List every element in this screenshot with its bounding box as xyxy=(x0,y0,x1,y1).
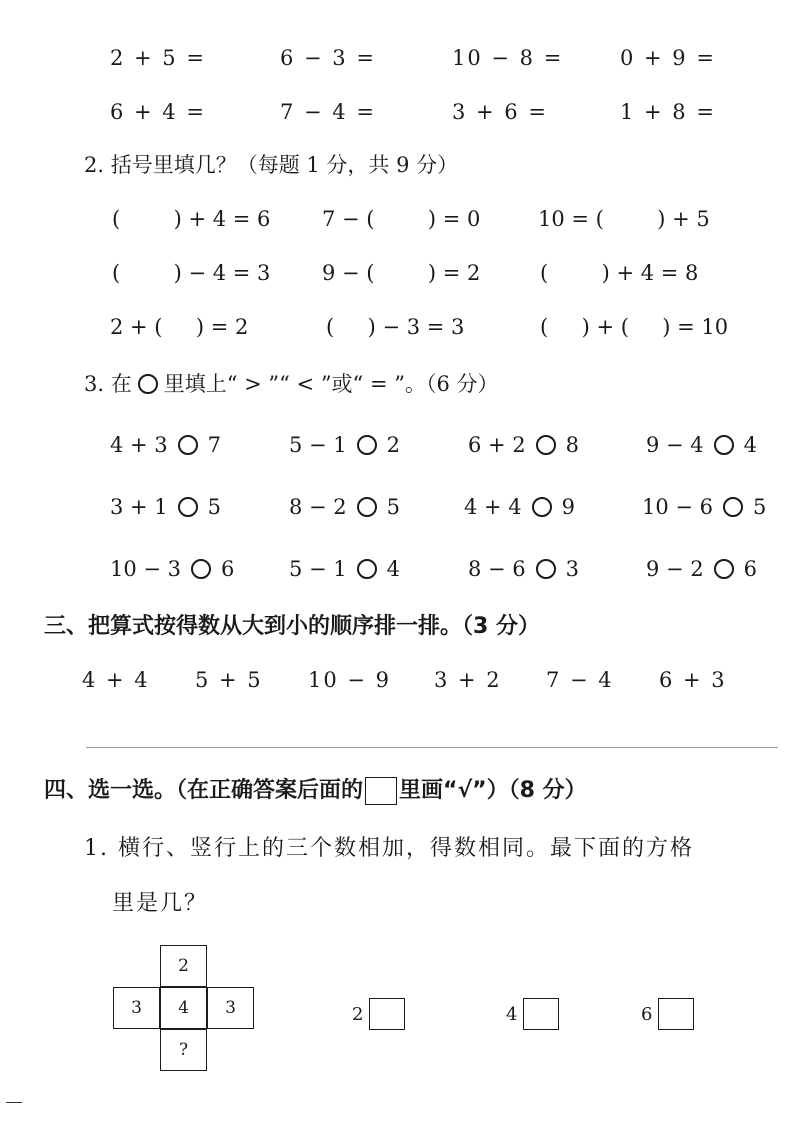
order-item: 10 − 9 xyxy=(308,668,392,692)
compare-value: 9 xyxy=(561,495,576,519)
compare-item xyxy=(289,432,400,458)
compare-value: 2 xyxy=(386,433,401,457)
order-item: 3 + 2 xyxy=(434,668,502,692)
compare-expression: 4 + 3 xyxy=(110,433,168,457)
option-answer-box[interactable] xyxy=(658,998,694,1030)
question-1-line1: 1. 横行、竖行上的三个数相加，得数相同。最下面的方格 xyxy=(84,836,694,861)
fill-blank-item: ( ) − 4 = 3 xyxy=(112,261,271,285)
question-2-title: 2. 括号里填几？（每题 1 分，共 9 分） xyxy=(84,153,459,177)
calc-item: 2 + 5 = xyxy=(110,46,206,70)
calc-item: 3 + 6 = xyxy=(452,100,548,124)
grid-cell-right: 3 xyxy=(207,987,254,1029)
compare-item xyxy=(464,494,575,520)
question-3-title-pre: 3. 在 xyxy=(84,372,132,396)
answer-circle[interactable] xyxy=(357,559,377,579)
grid-cell-left: 3 xyxy=(113,987,160,1029)
compare-expression: 3 + 1 xyxy=(110,495,168,519)
calc-item: 6 + 4 = xyxy=(110,100,206,124)
option-answer-box[interactable] xyxy=(523,998,559,1030)
order-item: 4 + 4 xyxy=(82,668,150,692)
compare-value: 6 xyxy=(221,557,235,581)
compare-item xyxy=(468,556,579,582)
section-4-title-pre: 四、选一选。（在正确答案后面的 xyxy=(44,778,364,803)
fill-blank-item: 2 + ( ) = 2 xyxy=(110,315,249,339)
answer-circle[interactable] xyxy=(178,435,198,455)
compare-expression: 4 + 4 xyxy=(464,495,522,519)
grid-cell-bottom: ? xyxy=(160,1029,207,1071)
calc-item: 7 − 4 = xyxy=(280,100,376,124)
compare-value: 4 xyxy=(743,433,758,457)
compare-value: 7 xyxy=(207,433,222,457)
option-label: 2 xyxy=(352,1003,364,1025)
compare-item xyxy=(110,556,234,582)
answer-circle[interactable] xyxy=(357,435,377,455)
compare-expression: 10 − 6 xyxy=(642,495,714,519)
section-3-title: 三、把算式按得数从大到小的顺序排一排。（3 分） xyxy=(44,614,540,639)
question-3-title xyxy=(84,371,499,397)
compare-value: 8 xyxy=(565,433,580,457)
compare-item xyxy=(289,556,400,582)
compare-expression: 5 − 1 xyxy=(289,433,347,457)
option-6 xyxy=(641,998,694,1030)
order-item: 5 + 5 xyxy=(195,668,263,692)
answer-circle[interactable] xyxy=(714,435,734,455)
compare-expression: 10 − 3 xyxy=(110,557,182,581)
compare-item xyxy=(468,432,579,458)
fill-blank-item: 9 − ( ) = 2 xyxy=(322,261,481,285)
answer-circle[interactable] xyxy=(178,497,198,517)
compare-expression: 8 − 2 xyxy=(289,495,347,519)
grid-cell-center: 4 xyxy=(160,987,207,1029)
option-4 xyxy=(506,998,559,1030)
compare-expression: 9 − 4 xyxy=(646,433,704,457)
answer-circle[interactable] xyxy=(714,559,734,579)
option-label: 6 xyxy=(641,1003,653,1025)
section-4-title-post: 里画“√”）（8 分） xyxy=(399,778,587,803)
compare-expression: 6 + 2 xyxy=(468,433,526,457)
fill-blank-item: 10 = ( ) + 5 xyxy=(538,207,710,231)
answer-circle[interactable] xyxy=(532,497,552,517)
compare-value: 3 xyxy=(565,557,580,581)
compare-item xyxy=(110,494,221,520)
order-item: 6 + 3 xyxy=(659,668,727,692)
compare-item xyxy=(289,494,400,520)
calc-item: 1 + 8 = xyxy=(620,100,716,124)
order-item: 7 − 4 xyxy=(546,668,614,692)
calc-item: 0 + 9 = xyxy=(620,46,716,70)
fill-blank-item: 7 − ( ) = 0 xyxy=(322,207,481,231)
compare-expression: 5 − 1 xyxy=(289,557,347,581)
compare-item xyxy=(642,494,766,520)
answer-circle[interactable] xyxy=(536,559,556,579)
fill-blank-item: ( ) + 4 = 8 xyxy=(540,261,699,285)
compare-item xyxy=(646,556,757,582)
compare-value: 4 xyxy=(386,557,401,581)
option-2 xyxy=(352,998,405,1030)
option-answer-box[interactable] xyxy=(369,998,405,1030)
compare-item xyxy=(646,432,757,458)
answer-circle[interactable] xyxy=(536,435,556,455)
answer-circle[interactable] xyxy=(723,497,743,517)
compare-value: 5 xyxy=(753,495,767,519)
question-1-line2: 里是几？ xyxy=(112,891,209,916)
fill-blank-item: ( ) + 4 = 6 xyxy=(112,207,271,231)
fill-blank-item: ( ) − 3 = 3 xyxy=(326,315,465,339)
calc-item: 6 − 3 = xyxy=(280,46,376,70)
option-label: 4 xyxy=(506,1003,518,1025)
page-edge-mark xyxy=(6,1102,22,1103)
question-3-title-post: 里填上“ > ”“ < ”或“ = ”。（6 分） xyxy=(163,372,499,396)
compare-value: 6 xyxy=(743,557,758,581)
answer-circle[interactable] xyxy=(191,559,211,579)
circle-icon xyxy=(138,374,158,394)
section-4-title xyxy=(44,777,587,805)
compare-expression: 9 − 2 xyxy=(646,557,704,581)
calc-item: 10 − 8 = xyxy=(452,46,564,70)
divider-line xyxy=(86,747,778,748)
compare-item xyxy=(110,432,221,458)
compare-value: 5 xyxy=(386,495,401,519)
grid-cell-top: 2 xyxy=(160,945,207,987)
compare-value: 5 xyxy=(207,495,222,519)
fill-blank-item: ( ) + ( ) = 10 xyxy=(540,315,729,339)
answer-circle[interactable] xyxy=(357,497,377,517)
compare-expression: 8 − 6 xyxy=(468,557,526,581)
answer-box-icon xyxy=(365,777,397,805)
